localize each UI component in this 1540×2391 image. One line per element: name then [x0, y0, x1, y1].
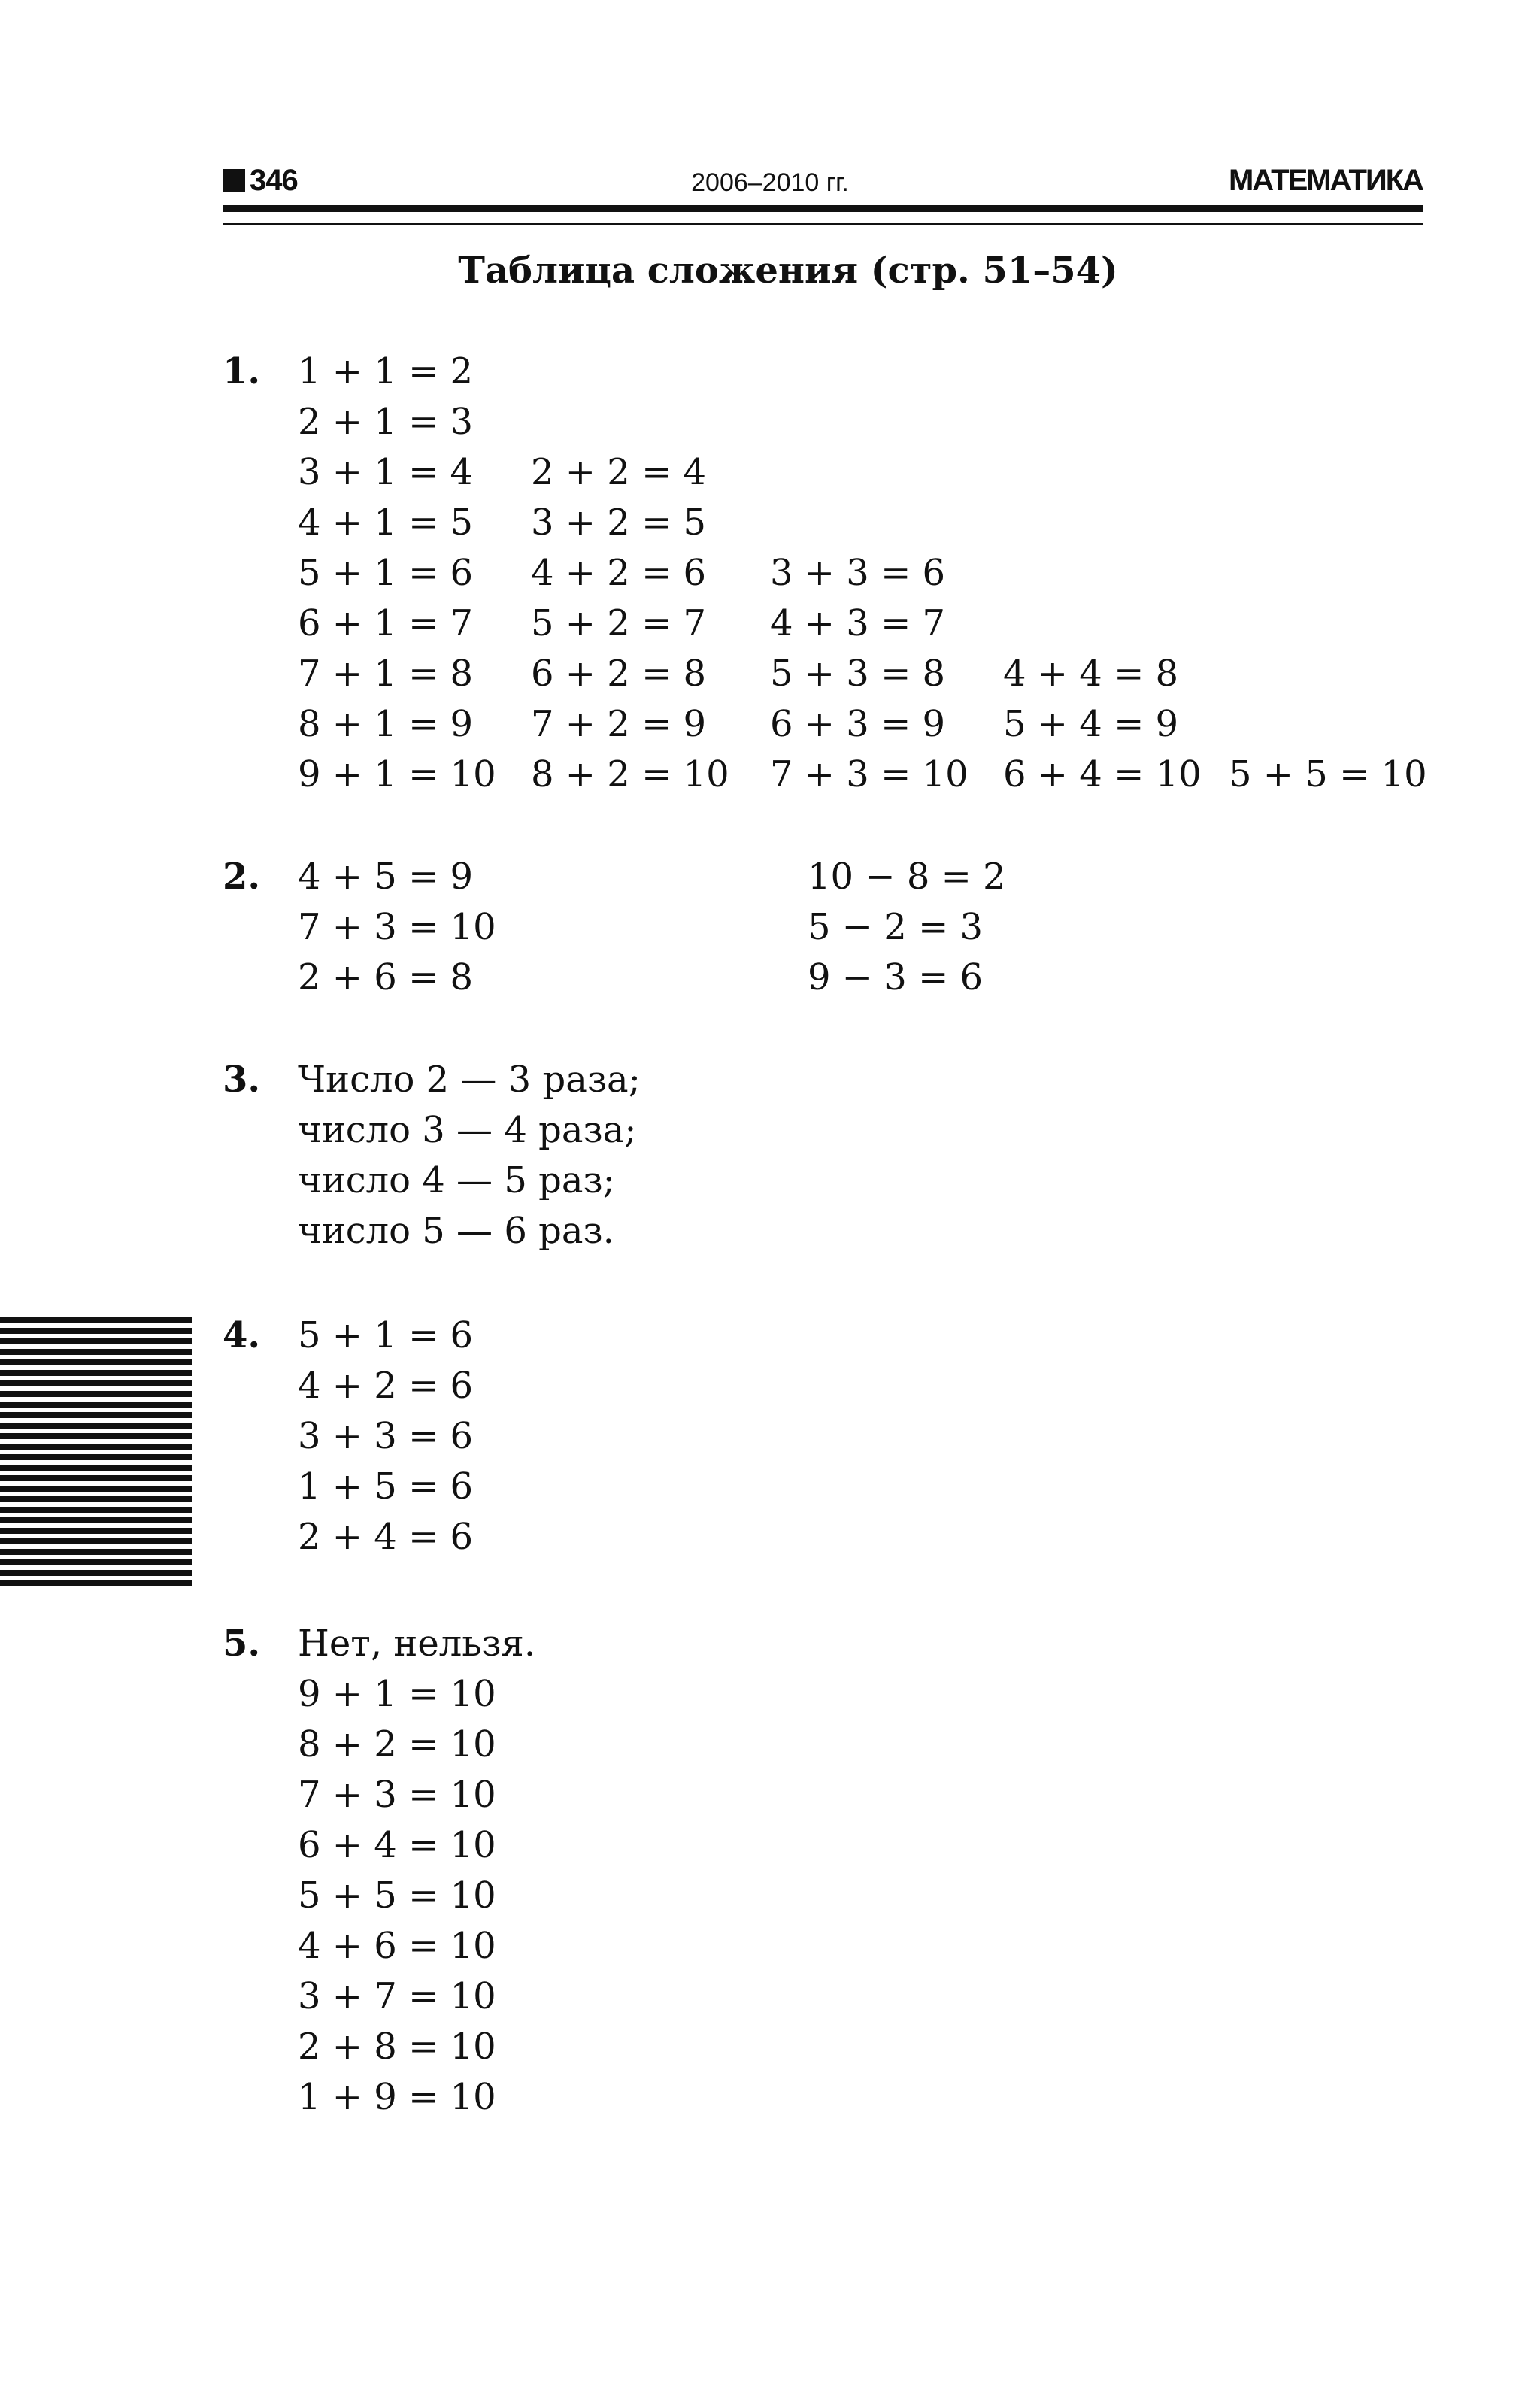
equation: 5 − 2 = 3 — [808, 906, 984, 948]
equation: 3 + 7 = 10 — [298, 1975, 496, 2017]
equation: 4 + 1 = 5 — [298, 502, 474, 544]
equation: 5 + 5 = 10 — [1229, 753, 1427, 795]
equation: 2 + 6 = 8 — [298, 956, 474, 999]
equation: 8 + 2 = 10 — [531, 753, 729, 795]
equation: 3 + 2 = 5 — [531, 502, 707, 544]
equation: 7 + 3 = 10 — [770, 753, 969, 795]
equation: 6 + 4 = 10 — [298, 1824, 496, 1866]
equation: 7 + 3 = 10 — [298, 1774, 496, 1816]
answer-line: число 4 — 5 раз; — [298, 1159, 615, 1202]
exercise-3-number: 3. — [223, 1059, 261, 1101]
equation: 1 + 9 = 10 — [298, 2076, 496, 2118]
equation: 3 + 1 = 4 — [298, 451, 474, 493]
equation: 3 + 3 = 6 — [770, 552, 946, 594]
equation: 5 + 3 = 8 — [770, 653, 946, 695]
equation: 6 + 4 = 10 — [1003, 753, 1202, 795]
header-years: 2006–2010 гг. — [691, 168, 849, 197]
equation: 4 + 5 = 9 — [298, 856, 474, 898]
answer-line: Число 2 — 3 раза; — [298, 1059, 641, 1101]
answer-line: число 5 — 6 раз. — [298, 1210, 614, 1252]
equation: 6 + 2 = 8 — [531, 653, 707, 695]
equation: 5 + 4 = 9 — [1003, 703, 1179, 745]
exercise-4-number: 4. — [223, 1314, 261, 1356]
exercise-5-number: 5. — [223, 1623, 261, 1665]
section-title: Таблица сложения (стр. 51–54) — [458, 250, 1118, 292]
equation: 4 + 4 = 8 — [1003, 653, 1179, 695]
page-number-text: 346 — [250, 164, 298, 197]
equation: 4 + 2 = 6 — [531, 552, 707, 594]
equation: 1 + 5 = 6 — [298, 1465, 474, 1508]
equation: 2 + 2 = 4 — [531, 451, 707, 493]
side-tab-stripes — [0, 1317, 192, 1586]
equation: 9 + 1 = 10 — [298, 753, 496, 795]
equation: 1 + 1 = 2 — [298, 350, 474, 392]
equation: 4 + 6 = 10 — [298, 1925, 496, 1967]
answer-line: Нет, нельзя. — [298, 1623, 536, 1665]
equation: 5 + 2 = 7 — [531, 602, 707, 644]
equation: 9 + 1 = 10 — [298, 1673, 496, 1715]
answer-line: число 3 — 4 раза; — [298, 1109, 637, 1151]
equation: 5 + 1 = 6 — [298, 1314, 474, 1356]
equation: 3 + 3 = 6 — [298, 1415, 474, 1457]
header-subject: МАТЕМАТИКА — [1228, 164, 1423, 197]
header-rule-thick — [223, 205, 1423, 212]
equation: 7 + 1 = 8 — [298, 653, 474, 695]
equation: 8 + 2 = 10 — [298, 1723, 496, 1765]
equation: 2 + 8 = 10 — [298, 2026, 496, 2068]
equation: 5 + 1 = 6 — [298, 552, 474, 594]
exercise-2-number: 2. — [223, 856, 261, 898]
equation: 2 + 1 = 3 — [298, 401, 474, 443]
equation: 8 + 1 = 9 — [298, 703, 474, 745]
equation: 10 − 8 = 2 — [808, 856, 1006, 898]
equation: 4 + 3 = 7 — [770, 602, 946, 644]
equation: 7 + 3 = 10 — [298, 906, 496, 948]
header-rule-thin — [223, 223, 1423, 225]
exercise-1-number: 1. — [223, 350, 261, 392]
equation: 9 − 3 = 6 — [808, 956, 984, 999]
equation: 4 + 2 = 6 — [298, 1365, 474, 1407]
equation: 2 + 4 = 6 — [298, 1516, 474, 1558]
equation: 5 + 5 = 10 — [298, 1874, 496, 1917]
equation: 7 + 2 = 9 — [531, 703, 707, 745]
equation: 6 + 1 = 7 — [298, 602, 474, 644]
equation: 6 + 3 = 9 — [770, 703, 946, 745]
